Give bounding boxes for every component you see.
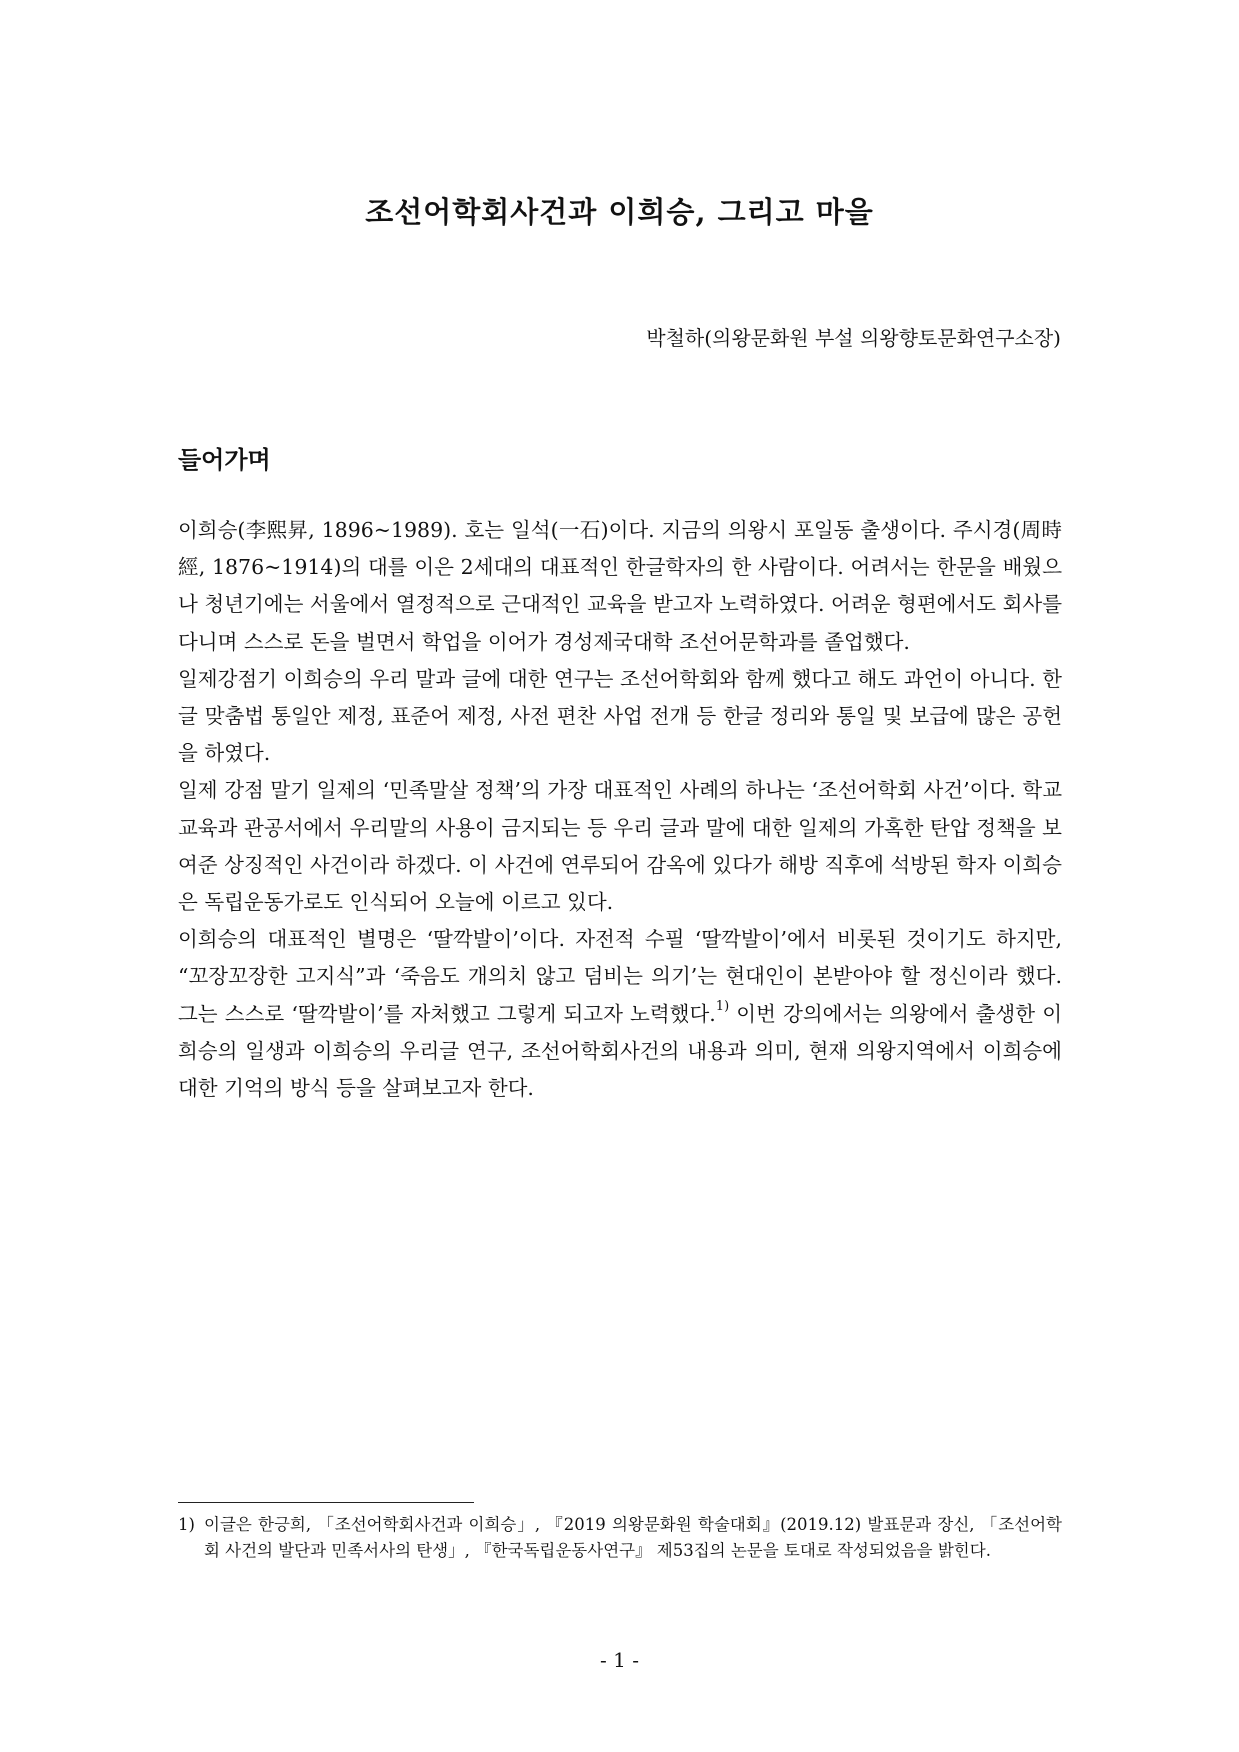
paragraph-4-part-1: 이희승의 대표적인 별명은 ‘딸깍발이’이다. 자전적 수필 ‘딸깍발이’에서 비롯된 것이기도 하지만, “꼬장꼬장한 고지식”과 ‘죽음도 개의치 않고 덤비는 의기’는 현대인이 본받아야 할 정신이라 했다. 그는 스스로 ‘딸깍발이’를 자처했고 그렇게 되고자 노력했다.	[178, 927, 1062, 1026]
footnote	[178, 1512, 1062, 1564]
footnote-number: 1)	[178, 1515, 195, 1534]
paragraph-2: 일제강점기 이희승의 우리 말과 글에 대한 연구는 조선어학회와 함께 했다고 해도 과언이 아니다. 한글 맞춤법 통일안 제정, 표준어 제정, 사전 편찬 사업 전개 등 한글 정리와 통일 및 보급에 많은 공헌을 하였다.	[178, 666, 1062, 766]
author-line: 박철하(의왕문화원 부설 의왕향토문화연구소장)	[646, 326, 1061, 350]
footnote-separator	[178, 1502, 474, 1503]
paragraph-4	[178, 921, 1062, 1107]
document-title: 조선어학회사건과 이희승, 그리고 마을	[365, 195, 874, 229]
paragraph-3: 일제 강점 말기 일제의 ‘민족말살 정책’의 가장 대표적인 사례의 하나는 ‘조선어학회 사건’이다. 학교 교육과 관공서에서 우리말의 사용이 금지되는 등 우리 글과 말에 대한 일제의 가혹한 탄압 정책을 보여준 상징적인 사건이라 하겠다. 이 사건에 연루되어 감옥에 있다가 해방 직후에 석방된 학자 이희승은 독립운동가로도 인식되어 오늘에 이르고 있다.	[178, 778, 1062, 915]
paragraph-4-part-2: 이번 강의에서는 의왕에서 출생한 이희승의 일생과 이희승의 우리글 연구, 조선어학회사건의 내용과 의미, 현재 의왕지역에서 이희승에 대한 기억의 방식 등을 살펴보고자 한다.	[178, 1001, 1062, 1101]
section-heading: 들어가며	[178, 445, 271, 474]
body-text	[178, 512, 1062, 1107]
footnote-reference[interactable]: 1)	[715, 998, 730, 1014]
footnote-text: 이글은 한긍희, 「조선어학회사건과 이희승」, 『2019 의왕문화원 학술대회』(2019.12) 발표문과 장신, 「조선어학회 사건의 발단과 민족서사의 탄생」, 『한국독립운동사연구』 제53집의 논문을 토대로 작성되었음을 밝힌다.	[204, 1515, 1062, 1560]
page-number: - 1 -	[600, 1648, 639, 1672]
paragraph-1: 이희승(李熙昇, 1896~1989). 호는 일석(一石)이다. 지금의 의왕시 포일동 출생이다. 주시경(周時經, 1876~1914)의 대를 이은 2세대의 대표적인 한글학자의 한 사람이다. 어려서는 한문을 배웠으나 청년기에는 서울에서 열정적으로 근대적인 교육을 받고자 노력하였다. 어려운 형편에서도 회사를 다니며 스스로 돈을 벌면서 학업을 이어가 경성제국대학 조선어문학과를 졸업했다.	[178, 518, 1062, 654]
